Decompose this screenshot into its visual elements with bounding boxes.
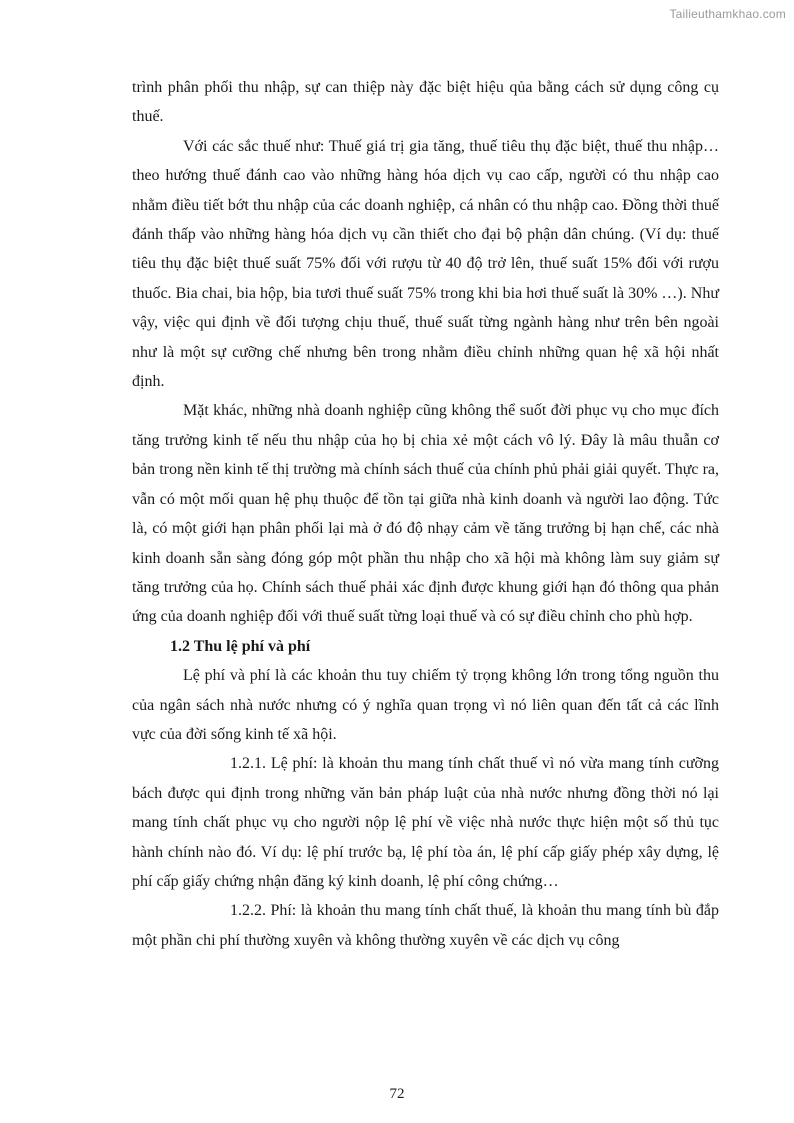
paragraph-phi: 1.2.2. Phí: là khoản thu mang tính chất thuế, là khoản thu mang tính bù đắp một phần chi phí thường xuyên và không thường xuyên về các dịch vụ công [132, 902, 719, 949]
paragraph-continuation: trình phân phối thu nhập, sự can thiệp này đặc biệt hiệu qủa bằng cách sử dụng công cụ thuế. [132, 79, 719, 126]
document-body [132, 73, 719, 955]
paragraph-enterprises: Mặt khác, những nhà doanh nghiệp cũng không thể suốt đời phục vụ cho mục đích tăng trưởng kinh tế nếu thu nhập của họ bị chia xẻ một cách vô lý. Đây là mâu thuẫn cơ bản trong nền kinh tế thị trường mà chính sách thuế của chính phủ phải giải quyết. Thực ra, vẫn có một mối quan hệ phụ thuộc để tồn tại giữa nhà kinh doanh và người lao động. Tức là, có một giới hạn phân phối lại mà ở đó độ nhạy cảm về tăng trưởng bị hạn chế, các nhà kinh doanh sẵn sàng đóng góp một phần thu nhập cho xã hội mà không làm suy giảm sự tăng trưởng của họ. Chính sách thuế phải xác định được khung giới hạn đó thông qua phản ứng của doanh nghiệp đối với thuế suất từng loại thuế và có sự điều chỉnh cho phù hợp. [132, 402, 719, 626]
section-heading: 1.2 Thu lệ phí và phí [170, 637, 311, 655]
paragraph-le-phi: 1.2.1. Lệ phí: là khoản thu mang tính chất thuế vì nó vừa mang tính cưỡng bách được qui định trong những văn bản pháp luật của nhà nước nhưng đồng thời nó lại mang tính chất phục vụ cho người nộp lệ phí về việc nhà nước thực hiện một số thủ tục hành chính nào đó. Ví dụ: lệ phí trước bạ, lệ phí tòa án, lệ phí cấp giấy phép xây dựng, lệ phí cấp giấy chứng nhận đăng ký kinh doanh, lệ phí công chứng… [132, 755, 719, 890]
page-number: 72 [389, 1086, 405, 1102]
paragraph-tax-types: Với các sắc thuế như: Thuế giá trị gia tăng, thuế tiêu thụ đặc biệt, thuế thu nhập… theo hướng thuế đánh cao vào những hàng hóa dịch vụ cao cấp, người có thu nhập cao nhằm điều tiết bớt thu nhập của các doanh nghiệp, cá nhân có thu nhập cao. Đồng thời thuế đánh thấp vào những hàng hóa dịch vụ cần thiết cho đại bộ phận dân chúng. (Ví dụ: thuế tiêu thụ đặc biệt thuế suất 75% đối với rượu từ 40 độ trở lên, thuế suất 15% đối với rượu thuốc. Bia chai, bia hộp, bia tươi thuế suất 75% trong khi bia hơi thuế suất là 30% …). Như vậy, việc qui định về đối tượng chịu thuế, thuế suất từng ngành hàng như trên bên ngoài như là một sự cưỡng chế nhưng bên trong nhằm điều chỉnh những quan hệ xã hội nhất định. [132, 137, 719, 391]
watermark-text: Tailieuthamkhao.com [669, 7, 786, 21]
paragraph-fees-intro: Lệ phí và phí là các khoản thu tuy chiếm tỷ trọng không lớn trong tổng nguồn thu của ngân sách nhà nước nhưng có ý nghĩa quan trọng vì nó liên quan đến tất cả các lĩnh vực của đời sống kinh tế xã hội. [132, 667, 719, 743]
